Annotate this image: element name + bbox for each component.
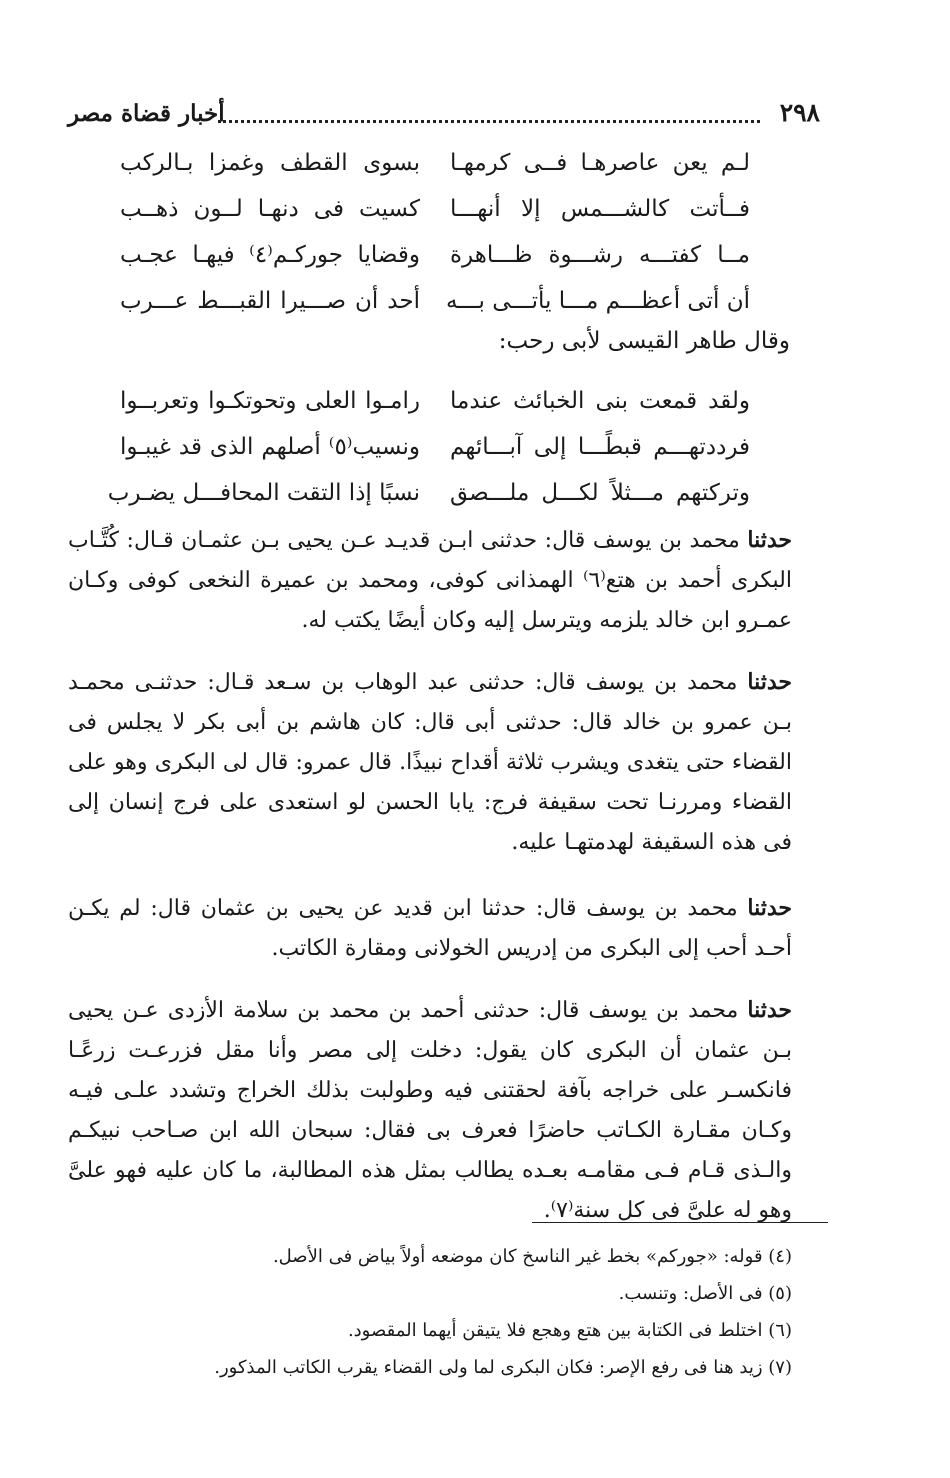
verse-first-hemistich: مــا كفتـــه رشـــوة ظـــاهرة xyxy=(450,242,750,268)
page-number: ٢٩٨ xyxy=(779,98,820,127)
verse-second-hemistich: بسوى القطف وغمزا بـالركب xyxy=(120,150,420,176)
paragraph-text: محمد بن يوسف قال: حدثنى ابـن قديـد عـن يحيى بـن عثمـان قـال: كُتَّـاب البكرى أحمد بن هتع⁽٦⁾ الهمذانى كوفى، ومحمد بن عميرة النخعى كوفى وكـان عمـرو ابن خالد يلزمه ويترسل إليه وكان أيضًا يكتب له. xyxy=(68,528,792,633)
poem-block-2 xyxy=(107,388,750,526)
verse-line xyxy=(120,434,750,480)
paragraph-2 xyxy=(68,662,792,863)
footnote-divider xyxy=(532,1222,828,1223)
running-title: أخبار قضاة مصر xyxy=(68,100,225,127)
footnote-4: (٤) قوله: «جوركم» بخط غير الناسخ كان موضعه أولاً بياض فى الأصل. xyxy=(272,1246,792,1267)
verse-second-hemistich: ونسيب⁽٥⁾ أصلهم الذى قد غيبـوا xyxy=(120,434,420,460)
verse-second-hemistich: أحد أن صـــيرا القبـــط عـــرب xyxy=(120,288,420,314)
header-dotted-leader xyxy=(218,120,760,123)
paragraph-lead: حدثنا xyxy=(747,527,792,553)
paragraph-text: محمد بن يوسف قال: حدثنى عبد الوهاب بن سـعد قـال: حدثنـى محمـد بـن عمرو بن خالد قال: حدثنى أبى قال: كان هاشم بن أبى بكر لا يجلس فى القضاء حتى يتغدى ويشرب ثلاثة أقداح نبيذًا. قال عمرو: قال لى البكرى وهو على القضاء ومررنـا تحت سقيفة فرج: يابا الحسن لو استعدى على فرج إنسان إلى فى هذه السقيفة لهدمتهـا عليه. xyxy=(68,670,792,855)
poem-intro: وقال طاهر القيسى لأبى رحب: xyxy=(498,328,790,354)
verse-first-hemistich: فرددتهـــم قبطًـــا إلى آبـــائهم xyxy=(450,434,750,460)
verse-second-hemistich: وقضايا جوركـم⁽٤⁾ فيهـا عجـب xyxy=(120,242,420,268)
verse-second-hemistich: نسبًا إذا التقت المحافـــل يضـرب xyxy=(107,480,420,506)
paragraph-3 xyxy=(68,888,792,969)
verse-line xyxy=(120,150,750,196)
paragraph-1 xyxy=(68,520,792,641)
verse-first-hemistich: لـم يعن عاصرهـا فــى كرمهـا xyxy=(450,150,750,176)
verse-line xyxy=(120,242,750,288)
verse-second-hemistich: رامـوا العلى وتحوتكـوا وتعربــوا xyxy=(120,388,420,414)
paragraph-4 xyxy=(68,990,792,1231)
verse-first-hemistich: ولقد قمعت بنى الخبائث عندما xyxy=(450,388,750,414)
paragraph-lead: حدثنا xyxy=(747,997,792,1023)
verse-first-hemistich: وتركتهم مـــثلاً لكـــل ملـــصق xyxy=(450,480,750,506)
paragraph-lead: حدثنا xyxy=(747,895,792,921)
footnote-7: (٧) زيد هنا فى رفع الإصر: فكان البكرى لما ولى القضاء يقرب الكاتب المذكور. xyxy=(214,1357,792,1378)
footnote-6: (٦) اختلط فى الكتابة بين هتع وهجع فلا يتيقن أيهما المقصود. xyxy=(347,1320,792,1341)
paragraph-text: محمد بن يوسف قال: حدثنى أحمد بن محمد بن سلامة الأزدى عـن يحيى بـن عثمان أن البكرى كان يقول: دخلت إلى مصر وأنا مقل فزرعـت زرعًـا فانكسـر على خراجه بآفة لحقتنى فيه وطولبت بذلك الخراج وتشدد علـى فيـه وكـان مقـارة الكـاتب حاضرًا فعرف بى فقال: سبحان الله ابن صـاحب نبيكـم والـذى قـام فـى مقامـه بعـده يطالب بمثل هذه المطالبة، ما كان عليه فهو علىَّ وهو له علىَّ فى كل سنة⁽٧⁾. xyxy=(68,998,792,1223)
verse-second-hemistich: كسيت فى دنهـا لــون ذهــب xyxy=(120,196,420,222)
paragraph-text: محمد بن يوسف قال: حدثنا ابن قديد عن يحيى بن عثمان قال: لم يكـن أحـد أحب إلى البكرى من إدريس الخولانى ومقارة الكاتب. xyxy=(68,896,792,961)
verse-first-hemistich: فــأتت كالشـــمس إلا أنهـــا xyxy=(450,196,750,222)
verse-line xyxy=(120,196,750,242)
verse-first-hemistich: أن أتى أعظـــم مـــا يأتـــى بـــه xyxy=(446,288,750,314)
footnote-5: (٥) فى الأصل: وتنسب. xyxy=(618,1283,792,1304)
paragraph-lead: حدثنا xyxy=(747,669,792,695)
poem-block-1 xyxy=(120,150,750,334)
verse-line xyxy=(120,388,750,434)
page-header xyxy=(68,98,820,138)
footnotes xyxy=(140,1238,792,1386)
